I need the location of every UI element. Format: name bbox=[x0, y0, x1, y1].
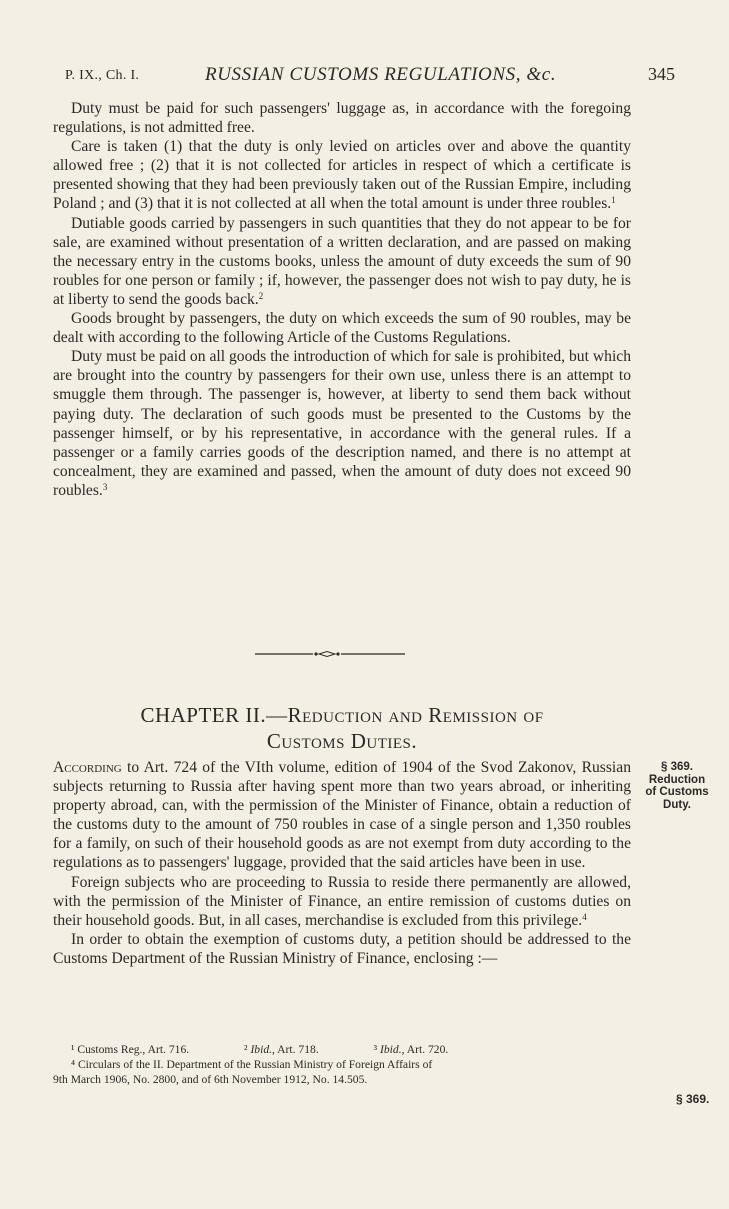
running-header bbox=[35, 64, 705, 88]
chapter-heading-line1 bbox=[53, 702, 631, 728]
footnote-4: ⁴ Circulars of the II. Department of the Russian Ministry of Foreign Affairs of bbox=[71, 1058, 433, 1071]
footnote-marker[interactable]: 4 bbox=[582, 911, 587, 922]
margin-sidenote bbox=[637, 761, 717, 811]
paragraph: In order to obtain the exemption of customs duty, a petition should be addressed to the Customs Department of the Russian Ministry of Finance, enclosing :— bbox=[53, 930, 631, 967]
paragraph: Duty must be paid on all goods the introduction of which for sale is prohibited, but which are brought into the country by passengers for their own use, unless there is an attempt to smuggle them through. The passenger is, however, at liberty to send them back without paying duty. The declaration of such goods must be presented to the Customs by the passenger himself, or by his representative, in accordance with the general rules. If a passenger or a family carries goods of the description named, and there is no attempt at concealment, they are examined and passed, when the amount of duty does not exceed 90 roubles.$^3$ bbox=[53, 348, 631, 499]
sidenote-section: § 369. bbox=[661, 761, 693, 773]
footnote-2: ² Ibid., Art. 718. bbox=[244, 1043, 319, 1056]
chapter-heading bbox=[53, 702, 631, 754]
paragraph: Goods brought by passengers, the duty on which exceeds the sum of 90 roubles, may be dealt with according to the following Article of the Customs Regulations. bbox=[53, 310, 631, 347]
lead-words: According bbox=[53, 759, 122, 776]
footnote-3: ³ Ibid., Art. 720. bbox=[373, 1043, 449, 1056]
paragraph: Duty must be paid for such passengers' luggage as, in accordance with the foregoing regulations, is not admitted free. bbox=[53, 100, 631, 137]
body-text-top bbox=[53, 99, 631, 500]
sidenote-line: of Customs bbox=[645, 786, 709, 798]
footnotes bbox=[53, 1042, 631, 1087]
section-divider-ornament bbox=[255, 649, 405, 659]
footnote-marker[interactable]: 2 bbox=[258, 290, 264, 301]
footnote-1: ¹ Customs Reg., Art. 716. bbox=[71, 1043, 190, 1056]
paragraph: Dutiable goods carried by passengers in such quantities that they do not appear to be for sale, are examined without presentation of a written declaration, and are passed on making the necessary entry in the customs books, unless the amount of duty exceeds the sum of 90 roubles for one person or family ; if, however, the passenger does not wish to pay duty, he is at liberty to send the goods back.$^2$ bbox=[53, 214, 631, 308]
chapter-number: CHAPTER II. bbox=[140, 703, 267, 727]
chapter-title: —Reduction and Remission of bbox=[266, 703, 544, 727]
footnote-4-continued: 9th March 1906, No. 2800, and of 6th November 1912, No. 14.505. bbox=[53, 1073, 368, 1086]
part-chapter-label: P. IX., Ch. I. bbox=[65, 68, 140, 83]
running-title: RUSSIAN CUSTOMS REGULATIONS, &c. bbox=[205, 64, 557, 85]
paragraph: According to Art. 724 of the VIth volume, edition of 1904 of the Svod Zakonov, Russian subjects returning to Russia after having spent more than two years abroad, or inheriting property abroad, can, with the permission of the Minister of Finance, obtain a reduction of the customs duty to the amount of 750 roubles in case of a single person and 1,350 roubles for a family, on such of their household goods as are not exempt from duty according to the regulations as to passengers' luggage, provided that the said articles have been in use. bbox=[53, 759, 631, 872]
body-text-section bbox=[53, 758, 631, 968]
footnote-row bbox=[53, 1042, 631, 1057]
sidenote-line: Duty. bbox=[663, 798, 691, 811]
paragraph: Foreign subjects who are proceeding to Russia to reside there permanently are allowed, with the permission of the Minister of Finance, an entire remission of customs duties on their household goods. But, in all cases, merchandise is excluded from this privilege.$^4$ bbox=[53, 873, 631, 929]
chapter-title-line2: Customs Duties. bbox=[266, 729, 418, 753]
footnote-marker[interactable]: 1 bbox=[611, 195, 616, 206]
page-number: 345 bbox=[648, 64, 675, 84]
footnote-marker[interactable]: 3 bbox=[102, 481, 108, 492]
catchword: § 369. bbox=[676, 1092, 710, 1106]
sidenote-line: Reduction bbox=[648, 773, 706, 786]
paragraph: Care is taken (1) that the duty is only levied on articles over and above the quantity allowed free ; (2) that it is not collected for articles in respect of which a certificate is presented showing that they had been previously taken out of the Russian Empire, including Poland ; and (3) that it is not collected at all when the total amount is under three roubles.$^1$ bbox=[53, 138, 631, 213]
